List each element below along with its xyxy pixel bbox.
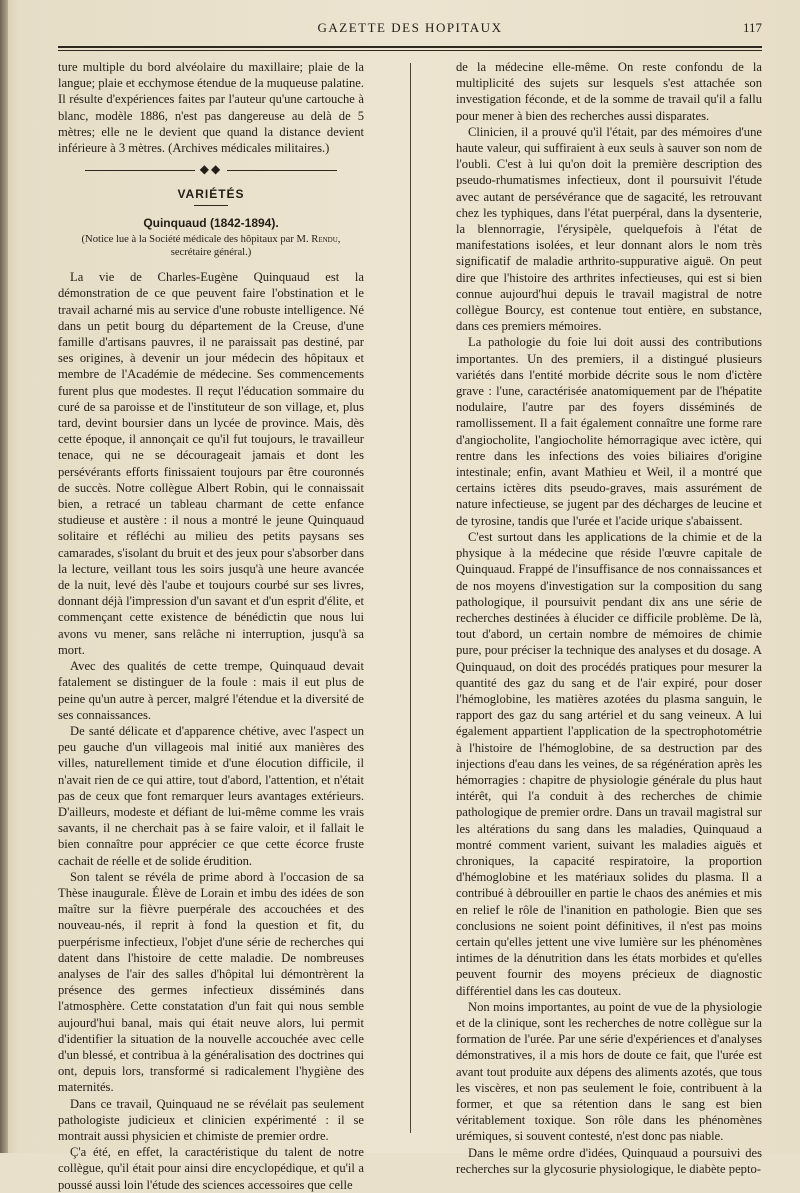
paragraph: Son talent se révéla de prime abord à l'occasion de sa Thèse inaugurale. Élève de Lorain et imbu des idées de son maître sur la fièvre puerpérale des accouchées et des nouveau-nés, il reprit à fond la question et fit, du puerpérisme infectieux, l'objet d'une série de recherches qui datent dans l'histoire de cette maladie. De nombreuses analyses de l'air des salles d'hôpital lui démontrèrent la présence des germes infectieux disséminés dans l'atmosphère. Cette constatation d'un fait qui nous semble aujourd'hui banal, mais qui était neuve alors, lui permit d'identifier la situation de la nouvelle accouchée avec celle d'un blessé, et contribua à la généralisation des doctrines qui ont, depuis lors, transformé si radicalement l'hygiène des maternités. — [58, 869, 364, 1095]
section-ornament: ◆◆ — [58, 162, 364, 177]
section-title: VARIÉTÉS — [177, 187, 245, 202]
short-divider — [194, 205, 228, 206]
page-header — [58, 18, 762, 42]
article-author: Rendu — [311, 234, 338, 246]
page-number: 117 — [742, 20, 762, 35]
paragraph: De santé délicate et d'apparence chétive, avec l'aspect un peu gauche d'un villageois mal initié aux manières des villes, naturellement timide et d'une élocution difficile, il n'avait rien de ce qui attire, tout d'abord, l'attention, et n'était pas de ceux que font remarquer leurs avantages extérieurs. D'ailleurs, modeste et défiant de lui-même comme les vrais savants, il ne cherchait pas à se faire valoir, et il fallait le bien connaître pour apprécier ce que cette écorce fruste cachait de réelle et de solide érudition. — [58, 723, 364, 868]
article-note-part-1: (Notice lue à la Société médicale des hôpitaux par M. — [81, 234, 312, 246]
paragraph: Ç'a été, en effet, la caractéristique du talent de notre collègue, qu'il était pour ainsi dire encyclopédique, et qu'il a poussé aussi loin l'étude des sciences accessoires que celle — [58, 1145, 364, 1192]
two-column-body — [58, 59, 762, 1192]
paragraph: Avec des qualités de cette trempe, Quinquaud devait fatalement se distinguer de la foule : mais il eut plus de peine qu'un autre à percer, malgré l'étendue et la diversité de ses connaissances. — [58, 659, 364, 722]
paragraph: La vie de Charles-Eugène Quinquaud est la démonstration de ce que peuvent faire l'obstination et le travail acharné mis au service d'une robuste intelligence. Né dans un petit bourg du département de la Creuse, d'une famille d'artisans pauvres, il ne paraissait pas destiné, par ses origines, à devenir un jour médecin des hôpitaux et membre de l'Académie de médecine. Ses commencements furent plus que modestes. Il reçut l'éducation sommaire du curé de sa paroisse et de l'instituteur de son village, et, plus tard, devint boursier dans un lycée de province. Mais, dès cette époque, il annonçait ce qu'il fut toujours, le travailleur tenace, qui ne se décourageait jamais et dont les persévérants efforts finissaient toujours par être couronnés de succès. Notre collègue Albert Robin, qui le connaissait bien, a retracé un tableau charmant de cette enfance studieuse et austère : il nous a montré le jeune Quinquaud solitaire et réfléchi au milieu des petits paysans ses camarades, s'isolant du bruit et des jeux pour s'absorber dans la lecture, veillant tous les soirs jusqu'à une heure avancée de la nuit, levé dès l'aube et toujours courbé sur ses livres, donnant déjà l'impression d'un savant et d'un esprit d'élite, et commençant cette existence de bénédictin que nous lui avons vu mener, sans relâche ni interruption, jusqu'à sa mort. — [58, 270, 365, 657]
article-note — [58, 233, 364, 259]
article-title: Quinquaud (1842-1894). — [143, 216, 279, 231]
paragraph: La pathologie du foie lui doit aussi des contributions importantes. Un des premiers, il a distingué plusieurs variétés dans l'entité morbide décrite sous le nom d'ictère grave : l'une, caractérisée anatomiquement par de l'hépatite nodulaire, l'autre par des foyers disséminés de ramollissement. Il a fait également connaître une forme rare d'angiocholite, l'angiocholite hémorragique avec ictère, qui rentre dans les infections des voies biliaires d'origine intestinale; enfin, avant Mathieu et Weil, il a montré que certains ictères dits pseudo-graves, mais assurément de nature infectieuse, se jugent par des décharges de leucine et de tyrosine, tandis que l'urée et l'acide urique s'abaissent. — [456, 335, 762, 528]
paragraph: C'est surtout dans les applications de la chimie et de la physique à la médecine que réside l'œuvre capitale de Quinquaud. Frappé de l'insuffisance de nos connaissances et de nos moyens d'investigation sur la composition du sang pathologique, il poursuivit pendant dix ans une série de recherches destinées à élucider ce difficile problème. De là, tout d'abord, un certain nombre de mémoires de chimie pure, pour préciser la technique des analyses et du dosage. A Quinquaud, on doit des procédés pratiques pour mesurer la quantité des gaz du sang et de l'air expiré, pour doser l'hémoglobine, les matières azotées du plasma sanguin, le rapport des gaz du sang artériel et du sang veineux. A lui également appartient l'application de la spectrophotométrie à l'histoire de l'hémoglobine, de sa destruction par des injections d'eau dans les veines, de sa régénération après les hémorragies : chapitre de physiologie générale du plus haut intérêt, qui l'a conduit à des recherches de chimie pathologique de premier ordre. Dans un travail magistral sur les altérations du sang dans les maladies, Quinquaud a montré comment varient, suivant les maladies aiguës et chroniques, la capacité respiratoire, la proportion d'hémoglobine et les matériaux solides du plasma. Il a contribué à débrouiller en partie le chaos des anémies et mis en relief le rôle de l'inanition en pathologie. Bien que ses conclusions ne soient point définitives, il n'est pas moins certain qu'elles jettent une vive lumière sur les phénomènes intimes de la dénutrition dans les états morbides et qu'elles peuvent fournir des moyens précieux de diagnostic différentiel dans les cas douteux. — [456, 529, 762, 998]
paragraph: de la médecine elle-même. On reste confondu de la multiplicité des sujets sur lesquels s'est attachée son investigation féconde, et de la somme de travail qu'il a fallu pour mener à bien des recherches aussi disparates. — [456, 60, 762, 123]
paragraph: Dans le même ordre d'idées, Quinquaud a poursuivi des recherches sur la glycosurie physiologique, le diabète pepto- — [456, 1145, 762, 1176]
paragraph: Non moins importantes, au point de vue de la physiologie et de la clinique, sont les recherches de notre collègue sur la formation de l'urée. Par une série d'expériences et d'analyses démonstratives, il a mis hors de doute ce fait, que l'urée est avant tout produite aux dépens des aliments azotés, que tous les viscères, et non pas seulement le foie, contribuent à la former, et que sa rétention dans le sang est bien véritablement toxique. Son rôle dans les phénomènes urémiques, si souvent contesté, n'est donc pas niable. — [456, 999, 762, 1144]
paragraph: Dans ce travail, Quinquaud ne se révélait pas seulement pathologiste judicieux et clinicien expérimenté : il se montrait aussi physicien et chimiste de premier ordre. — [58, 1096, 364, 1143]
binding-edge — [0, 0, 8, 1153]
continued-text: ture multiple du bord alvéolaire du maxillaire; plaie de la langue; plaie et ecchymose étendue de la muqueuse palatine. Il résulte d'expériences faites par l'auteur qu'une cartouche à blanc, modèle 1886, n'est pas dangereuse au delà de 5 mètres; elle ne le devient que quand la distance devient inférieure à 3 mètres. (Archives médicales militaires.) — [58, 60, 364, 156]
paragraph: Clinicien, il a prouvé qu'il l'était, par des mémoires d'une haute valeur, qui suffiraient à eux seuls à sauver son nom de l'oubli. C'est à lui qu'on doit la première description des pseudo-rhumatismes infectieux, dont il poursuivit l'étude avec autant de persévérance que de sagacité, les retrouvant chez les typhiques, dans l'état puerpéral, dans la dysenterie, la blennorragie, l'érysipèle, quelquefois à l'état de manifestations isolées, et leur donnant alors le nom très significatif de maladie arthrito-suppurative aiguë. On peut dire que l'histoire des arthrites infectieuses, qui est si bien connue aujourd'hui depuis le travail magistral de notre collègue Bourcy, est contenue tout entière, en substance, dans ces premiers mémoires. — [456, 124, 762, 334]
right-column — [456, 59, 762, 1176]
column-divider — [410, 63, 411, 1133]
journal-title: GAZETTE DES HOPITAUX — [317, 20, 503, 35]
left-column — [58, 59, 365, 1192]
header-rule-thin — [58, 50, 762, 51]
header-rule-thick — [58, 46, 762, 48]
article-note-part-2: , secrétaire général.) — [170, 234, 341, 259]
